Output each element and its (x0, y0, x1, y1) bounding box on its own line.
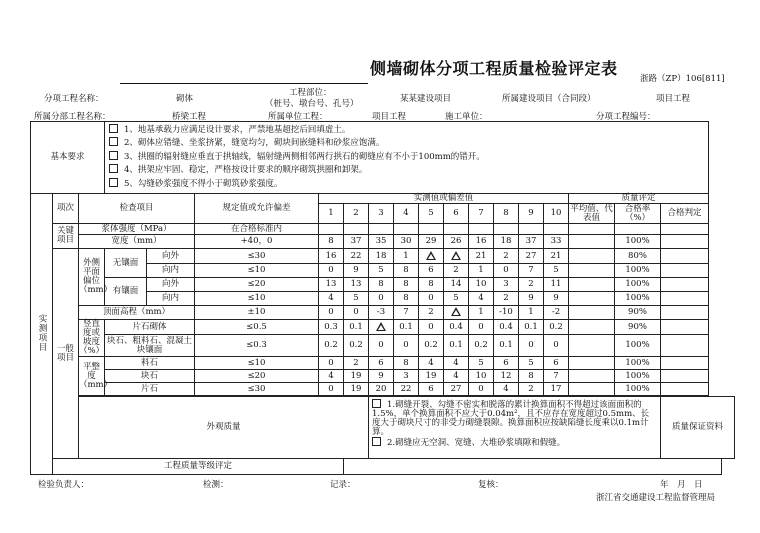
triangle-icon (451, 307, 461, 316)
table-row: 向内 ≤10 0 9 5 8 6 2 1 0 7 5 100% (31, 264, 735, 278)
title-underline (120, 83, 368, 84)
triangle-mark (419, 249, 444, 264)
guarantee-label: 质量保证资料 (661, 397, 735, 459)
table-row: 竖直度或坡度（%） 片石砌体 ≤0.5 0.3 0.1 0.1 0 0.4 0 0.4 0.1 0.2 90% (31, 320, 735, 335)
table-row: 块石、粗料石、混凝土块镶面 ≤0.3 0.2 0.2 0 0 0.2 0.1 0.2 0.1 0 0 100% (31, 335, 735, 357)
rate-header: 合格率（%） (615, 204, 661, 224)
contract-label: 所属建设项目（合同段） (502, 94, 596, 104)
date-label: 年 月 日 (660, 480, 703, 490)
part-label-2: （桩号、墩台号、孔号） (265, 99, 359, 109)
triangle-mark (444, 249, 469, 264)
tester-label: 检测： (203, 480, 229, 490)
seq-header: 项次 (53, 194, 79, 224)
column-number-row: 1 2 3 4 5 6 7 8 9 10 平均值、代表值 合格率（%） 合格判定 (31, 204, 735, 224)
appearance-label: 外观质量 (79, 397, 369, 459)
triangle-icon (451, 251, 461, 260)
requirement-item: 5、勾缝砂浆强度不得小于砌筑砂浆强度。 (109, 178, 708, 192)
triangle-mark (369, 320, 394, 335)
triangle-mark (444, 306, 469, 320)
checkbox-icon[interactable] (109, 137, 118, 146)
reviewer-label: 复核： (478, 480, 504, 490)
requirement-item: 3、拱圈的辐射缝应垂直于拱轴线，辐射缝两侧相邻两行拱石的砌缝应有不小于100mm的错开。 (109, 151, 708, 165)
parent-label: 所属分部工程名称： (34, 112, 111, 122)
contract-value: 项目工程 (656, 94, 691, 104)
general-items-label: 一般项目 (53, 249, 79, 459)
code-label: 分项工程编号： (596, 112, 656, 122)
triangle-icon (376, 322, 386, 331)
requirement-item: 4、拱架应牢固、稳定，严格按设计要求的顺序砌筑拱圈和卸架。 (109, 164, 708, 178)
recorder-label: 记录： (330, 480, 356, 490)
subitem-label: 分项工程名称： (44, 94, 104, 104)
checkbox-icon[interactable] (109, 124, 118, 133)
checkbox-icon[interactable] (109, 151, 118, 160)
unit-label: 所属单位工程： (268, 112, 328, 122)
page-title: 侧墙砌体分项工程质量检验评定表 (370, 59, 618, 78)
judge-header: 合格判定 (661, 204, 709, 224)
requirement-item: 1、地基承载力应满足设计要求，严禁地基超挖后回填虚土。 (109, 124, 708, 138)
measured-label: 实测项目 (31, 194, 53, 475)
part-label-1: 工程部位： (289, 88, 332, 98)
checkbox-icon[interactable] (109, 164, 118, 173)
requirements-block (105, 122, 709, 194)
table-row: 顶面高程（mm） ±10 0 0 -3 7 2 1 -10 1 -2 90% (31, 306, 735, 320)
subitem-value: 砌体 (176, 94, 194, 104)
grade-label: 工程质量等级评定 (53, 459, 344, 475)
table-row: 片石 ≤30 0 19 20 22 6 27 0 4 2 17 100% (31, 383, 735, 396)
requirements-label: 基本要求 (31, 122, 105, 194)
table-row: 平整度（mm） 料石 ≤10 0 2 6 8 4 4 5 6 5 6 100% (31, 357, 735, 370)
builder-label: 施工单位： (445, 112, 488, 122)
checkbox-icon[interactable] (372, 399, 381, 408)
triangle-icon (426, 251, 436, 260)
checkbox-icon[interactable] (372, 437, 381, 446)
grade-value (344, 459, 722, 475)
key-items-label: 关键项目 (53, 224, 79, 249)
check-item-header: 检查项目 (79, 194, 195, 224)
table-row: 向内 ≤10 4 5 0 8 0 5 4 2 9 9 100% (31, 292, 735, 306)
table-row: 关键项目 浆体强度（MPa） 在合格标准内 (31, 224, 735, 235)
avg-header: 平均值、代表值 (570, 203, 613, 223)
eval-header: 质量评定 (569, 194, 709, 204)
parent-value: 桥梁工程 (172, 112, 207, 122)
table-row: 宽度（mm） +40，0 8 37 35 30 29 26 16 18 37 33 100% (31, 235, 735, 249)
table-row: 块石 ≤20 4 19 9 3 19 4 10 12 8 7 100% (31, 370, 735, 383)
form-code: 浙路（ZP）106[811] (640, 74, 725, 84)
part-value: 某某建设项目 (400, 94, 452, 104)
measured-group-header: 实测值或偏差值 (319, 194, 569, 204)
inspector-label: 检验负责人： (38, 480, 90, 490)
table-row: 一般项目 外侧平面偏位（mm） 无镶面 向外 ≤30 16 22 18 1 21 2 27 21 80% (31, 249, 735, 264)
checkbox-icon[interactable] (109, 178, 118, 187)
requirement-item: 2、砌体应错缝、坐浆挤紧，缝宽均匀，砌块间嵌缝料和砂浆应饱满。 (109, 137, 708, 151)
inspection-table (30, 121, 735, 475)
table-row: 有镶面 向外 ≤20 13 13 8 8 8 14 10 3 2 11 100% (31, 278, 735, 292)
unit-value: 项目工程 (372, 112, 407, 122)
spec-header: 规定值或允许偏差 (195, 194, 319, 224)
appearance-text: 1.砌缝开裂、勾缝不密实和脱落的累计换算面积不得超过该面面积的1.5%，单个换算面积不应大于0.04m²，且不应存在宽度超过0.5mm、长度大于砌块尺寸的非受力砌缝裂隙。换算面积应按缺陷缝长度乘以0.1m计算。 2.砌缝应无空洞、宽缝、大堆砂浆填隙和假缝。 (369, 397, 661, 459)
org-label: 浙江省交通建设工程监督管理局 (596, 493, 716, 503)
